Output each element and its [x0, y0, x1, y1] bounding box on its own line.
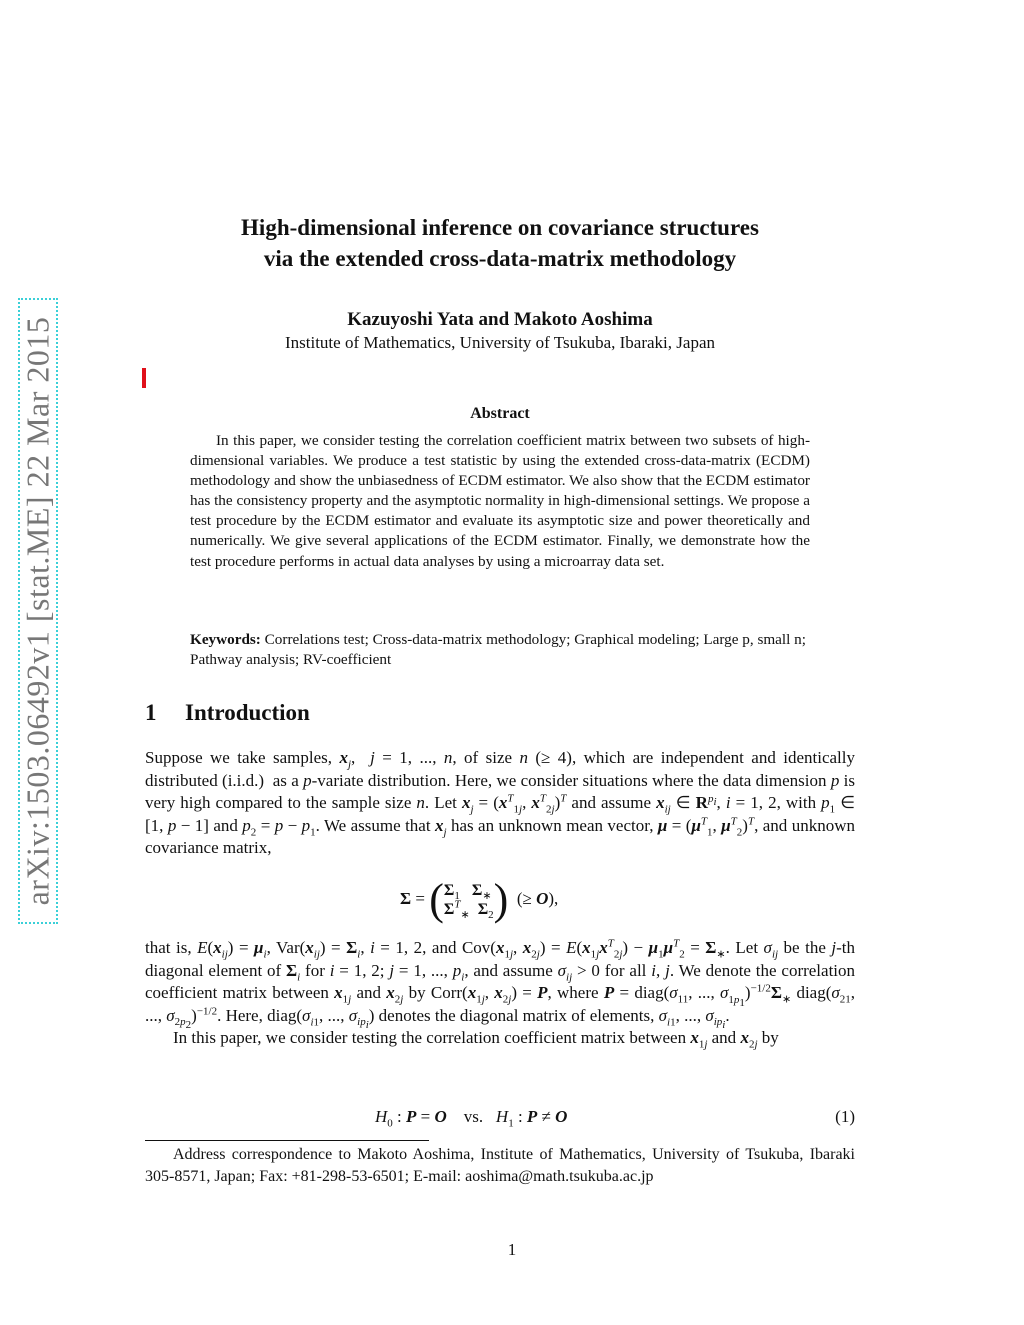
arxiv-stamp [18, 298, 58, 924]
keywords-label: Keywords: [190, 631, 261, 648]
section-title: Introduction [185, 700, 310, 725]
footnote [145, 1144, 855, 1189]
page-number: 1 [507, 1240, 517, 1259]
affiliation: Institute of Mathematics, University of Tsukuba, Ibaraki, Japan [284, 333, 715, 352]
arxiv-identifier: arXiv:1503.06492v1 [stat.ME] 22 Mar 2015 [19, 316, 56, 906]
paper-title [140, 212, 860, 274]
footnote-text: Address correspondence to Makoto Aoshima, Institute of Mathematics, University of Tsukuba, Ibaraki 305-8571, Japan; Fax: +81-298-53-6501; E-mail: aoshima@math.tsukuba.ac.jp [145, 1146, 855, 1186]
sigma-equation: $\Sigma = (\Sigma_1$ $\Sigma_∗$ $\Sigma^T_∗$ $\Sigma_2$) (≥ O), [400, 875, 559, 924]
section-heading [145, 700, 310, 726]
abstract-heading: Abstract [470, 405, 530, 422]
keywords [190, 630, 810, 670]
footnote-rule [145, 1140, 429, 1141]
title-line-2: via the extended cross-data-matrix methodology [263, 246, 737, 271]
authors: Kazuyoshi Yata and Makoto Aoshima [347, 309, 653, 330]
section-number: 1 [145, 700, 157, 725]
equation-number: (1) [835, 1107, 855, 1126]
keywords-text: Correlations test; Cross-data-matrix methodology; Graphical modeling; Large p, small n; Pathway analysis; RV-coefficient [190, 631, 806, 669]
abstract-text: In this paper, we consider testing the correlation coefficient matrix between two subsets of high-dimensional variables. We produce a test statistic by using the extended cross-data-matrix (ECDM) methodology and show the unbiasedness of ECDM estimator. We also show that the ECDM estimator has the consistency property and the asymptotic normality in high-dimensional settings. We propose a test procedure by the ECDM estimator and evaluate its asymptotic size and power theoretically and numerically. We give several applications of the ECDM estimator. Finally, we demonstrate how the test procedure performs in actual data analyses by using a microarray data set. [190, 432, 810, 570]
title-line-1: High-dimensional inference on covariance structures [241, 215, 759, 240]
intro-paragraph-2: that is, $E(x_{ij}) = \mu_i$, $Var(x_{ij}) = \Sigma_i$, i = 1, 2, and $Cov(x_{1j}$, $x_{2j}) = E(x_{1j}x^T_{2j}) - \mu_1\mu^T_2 = \Sigma_∗$. Let $\sigma_{ij}$ be the j-th diagonal element of $\Sigma_i$ for i = 1, 2; j = 1, ..., $p_i$, and assume $\sigma_{ij} > 0$ for all i, j. We denote the correlation coefficient matrix between $x_{1j}$ and $x_{2j}$ by $Corr(x_{1j}$, $x_{2j}) = P$, where $P = diag(\sigma_{11}$, ..., $\sigma_{1p_1})^{-1/2}\Sigma_∗$ $diag(\sigma_{21}$, ..., $\sigma_{2p_2})^{-1/2}$. Here, $diag(\sigma_{i1}$, ..., $\sigma_{ip_i}$) denotes the diagonal matrix of elements, $\sigma_{i1}$, ..., $\sigma_{ip_i}$. In this paper, we consider testing the correlation coefficient matrix between $x_{1j}$ and $x_{2j}$ by [145, 937, 856, 1051]
intro-paragraph-1: Suppose we take samples, $x_j$, j = 1, ..., n, of size n (≥ 4), which are independent and identically distributed (i.i.d.) as a p-variate distribution. Here, we consider situations where the data dimension p is very high compared to the sample size n. Let $x_j = (x^T_{1j}$, $x^T_{2j})^T$ and assume $x_{ij}$ ∈ $R^{p_i}$, i = 1, 2, with $p_1$ ∈ [1, p − 1] and $p_2 = p - p_1$. We assume that $x_j$ has an unknown mean vector, $\mu = (\mu^T_1$, $\mu^T_2)^T$, and unknown covariance matrix, [145, 748, 856, 858]
abstract-body [190, 431, 810, 572]
margin-mark [142, 368, 146, 388]
hypothesis-equation: $H_0$ : P = O vs. $H_1$ : P ≠ O (1) [375, 1107, 855, 1130]
